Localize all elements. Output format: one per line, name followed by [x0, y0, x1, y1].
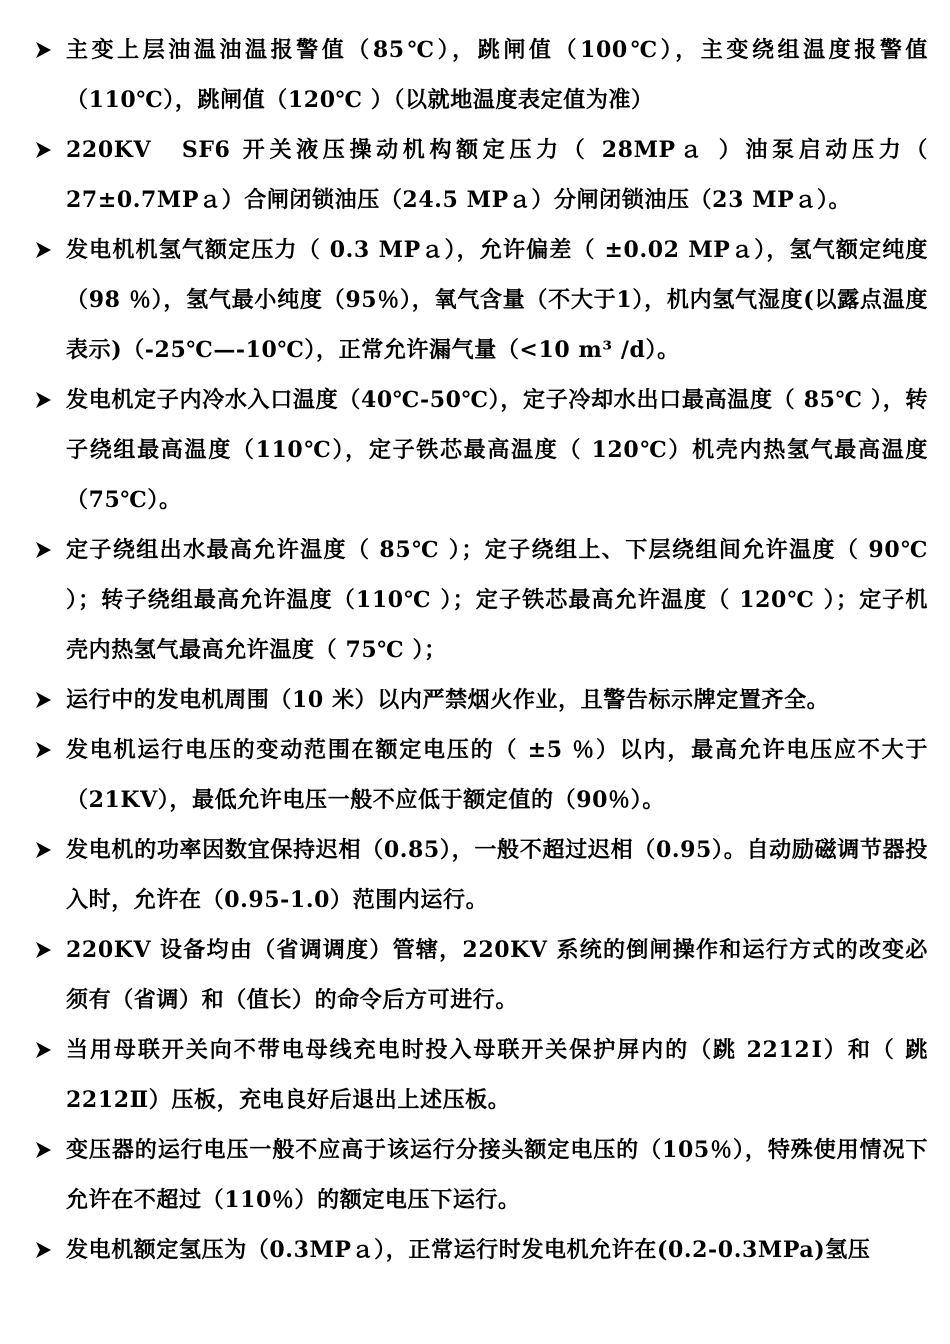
list-item-text: 发电机运行电压的变动范围在额定电压的（ ±5 ％）以内，最高允许电压应不大于（21KV），最低允许电压一般不应低于额定值的（90％）。	[66, 737, 928, 813]
list-item-text: 发电机机氢气额定压力（ 0.3 MPａ），允许偏差（ ±0.02 MPａ），氢气额定纯度（98 ％），氢气最小纯度（95％），氧气含量（不大于1），机内氢气湿度(以露点温度表示)（-25℃—-10℃），正常允许漏气量（<10 m³ /d）。	[66, 237, 928, 363]
arrow-bullet-icon	[30, 925, 56, 975]
arrow-bullet-icon	[30, 375, 56, 425]
list-item	[0, 25, 950, 125]
list-item	[0, 525, 950, 675]
list-item-text: 当用母联开关向不带电母线充电时投入母联开关保护屏内的（跳 2212Ⅰ）和（ 跳 2212Ⅱ）压板，充电良好后退出上述压板。	[66, 1037, 928, 1113]
arrow-bullet-icon	[30, 225, 56, 275]
arrow-bullet-icon	[30, 1125, 56, 1175]
list-item-text: 220KV 设备均由（省调调度）管辖，220KV 系统的倒闸操作和运行方式的改变必须有（省调）和（值长）的命令后方可进行。	[66, 937, 928, 1013]
arrow-bullet-icon	[30, 1225, 56, 1275]
list-item-text: 定子绕组出水最高允许温度（ 85℃ ）；定子绕组上、下层绕组间允许温度（ 90℃ ）；转子绕组最高允许温度（110℃ ）；定子铁芯最高允许温度（ 120℃ ）；定子机壳内热氢气最高允许温度（ 75℃ ）；	[66, 537, 928, 663]
list-item-text: 主变上层油温油温报警值（85℃），跳闸值（100℃），主变绕组温度报警值（110℃），跳闸值（120℃ ）（以就地温度表定值为准）	[66, 37, 928, 113]
arrow-bullet-icon	[30, 525, 56, 575]
arrow-bullet-icon	[30, 125, 56, 175]
list-item	[0, 1225, 950, 1275]
list-item-text: 发电机定子内冷水入口温度（40℃-50℃），定子冷却水出口最高温度（ 85℃ ），转子绕组最高温度（110℃），定子铁芯最高温度（ 120℃）机壳内热氢气最高温度（75℃）。	[66, 387, 928, 513]
list-item-text: 发电机的功率因数宜保持迟相（0.85），一般不超过迟相（0.95）。自动励磁调节器投入时，允许在（0.95-1.0）范围内运行。	[66, 837, 928, 913]
list-item-text: 220KV SF6 开关液压操动机构额定压力（ 28MPａ ）油泵启动压力（ 27±0.7MPａ）合闸闭锁油压（24.5 MPａ）分闸闭锁油压（23 MPａ）。	[66, 137, 928, 213]
list-item-text: 变压器的运行电压一般不应高于该运行分接头额定电压的（105％），特殊使用情况下允许在不超过（110％）的额定电压下运行。	[66, 1137, 928, 1213]
list-item	[0, 725, 950, 825]
arrow-bullet-icon	[30, 725, 56, 775]
list-item	[0, 1125, 950, 1225]
arrow-bullet-icon	[30, 25, 56, 75]
list-item	[0, 925, 950, 1025]
list-item	[0, 1025, 950, 1125]
arrow-bullet-icon	[30, 825, 56, 875]
arrow-bullet-icon	[30, 1025, 56, 1075]
list-item	[0, 125, 950, 225]
list-item	[0, 375, 950, 525]
list-item	[0, 225, 950, 375]
list-item	[0, 825, 950, 925]
list-item	[0, 675, 950, 725]
arrow-bullet-icon	[30, 675, 56, 725]
list-item-text: 运行中的发电机周围（10 米）以内严禁烟火作业，且警告标示牌定置齐全。	[66, 687, 830, 713]
list-item-text: 发电机额定氢压为（0.3MPａ），正常运行时发电机允许在(0.2-0.3MPa)氢压	[66, 1237, 871, 1263]
